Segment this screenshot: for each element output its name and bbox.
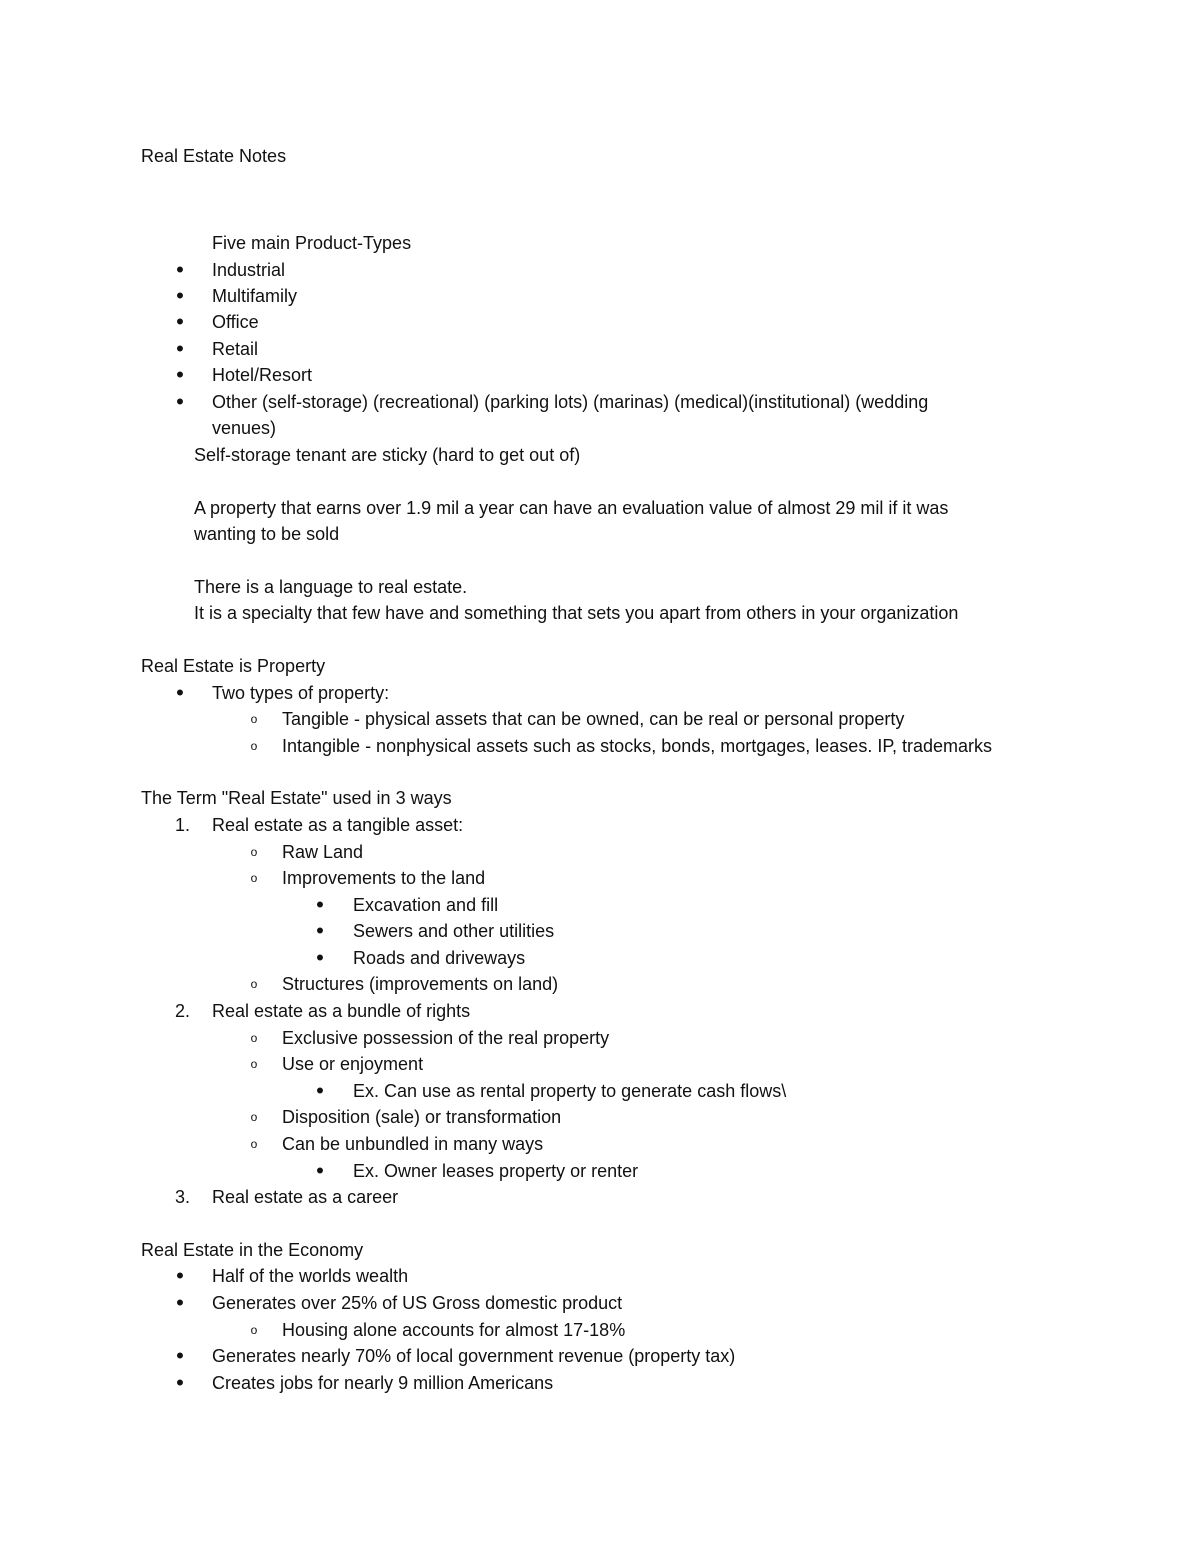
bullet-marker: • (316, 945, 324, 970)
list-item: Creates jobs for nearly 9 million Americans (212, 1373, 554, 1393)
list-item: Real estate as a tangible asset: (212, 815, 464, 835)
list-item: Disposition (sale) or transformation (282, 1107, 562, 1127)
list-item: Real estate as a bundle of rights (212, 1001, 471, 1021)
bullet-marker: • (176, 1370, 184, 1395)
bullet-marker: • (176, 1343, 184, 1368)
list-item: Tangible - physical assets that can be owned, can be real or personal property (282, 709, 905, 729)
circle-marker: o (250, 1057, 258, 1071)
list-item: Raw Land (282, 842, 364, 862)
list-item: Retail (212, 339, 259, 359)
list-item: Real estate as a career (212, 1187, 399, 1207)
document-title: Real Estate Notes (141, 146, 287, 166)
bullet-marker: • (316, 918, 324, 943)
list-item: Housing alone accounts for almost 17-18% (282, 1320, 626, 1340)
list-item: Use or enjoyment (282, 1054, 424, 1074)
number-marker: 3. (174, 1187, 190, 1207)
list-item: Improvements to the land (282, 868, 486, 888)
circle-marker: o (250, 977, 258, 991)
list-item: Hotel/Resort (212, 365, 313, 385)
list-item: Ex. Can use as rental property to generate cash flows\ (353, 1081, 787, 1101)
section-heading-property: Real Estate is Property (141, 656, 326, 676)
list-item: Can be unbundled in many ways (282, 1134, 544, 1154)
list-item: Exclusive possession of the real property (282, 1028, 610, 1048)
list-item: Office (212, 312, 259, 332)
note-valuation-continuation: wanting to be sold (194, 524, 340, 544)
circle-marker: o (250, 1323, 258, 1337)
circle-marker: o (250, 712, 258, 726)
note-specialty: It is a specialty that few have and something that sets you apart from others in your organization (194, 603, 959, 623)
bullet-marker: • (176, 257, 184, 282)
circle-marker: o (250, 1137, 258, 1151)
bullet-marker: • (316, 892, 324, 917)
circle-marker: o (250, 871, 258, 885)
circle-marker: o (250, 1031, 258, 1045)
list-item: Sewers and other utilities (353, 921, 555, 941)
bullet-marker: • (176, 680, 184, 705)
list-item: Roads and driveways (353, 948, 526, 968)
number-marker: 1. (174, 815, 190, 835)
list-item: Generates over 25% of US Gross domestic product (212, 1293, 623, 1313)
list-item: Generates nearly 70% of local government revenue (property tax) (212, 1346, 736, 1366)
bullet-marker: • (316, 1078, 324, 1103)
list-item: Industrial (212, 260, 286, 280)
list-item: Ex. Owner leases property or renter (353, 1161, 639, 1181)
number-marker: 2. (174, 1001, 190, 1021)
bullet-marker: • (176, 362, 184, 387)
list-item: Intangible - nonphysical assets such as stocks, bonds, mortgages, leases. IP, trademarks (282, 736, 993, 756)
product-types-heading: Five main Product-Types (212, 233, 412, 253)
circle-marker: o (250, 1110, 258, 1124)
circle-marker: o (250, 845, 258, 859)
list-item: Half of the worlds wealth (212, 1266, 409, 1286)
bullet-marker: • (176, 309, 184, 334)
list-item: Other (self-storage) (recreational) (parking lots) (marinas) (medical)(institutional) (wedding (212, 392, 929, 412)
bullet-marker: • (176, 336, 184, 361)
bullet-marker: • (176, 1290, 184, 1315)
bullet-marker: • (176, 1263, 184, 1288)
bullet-marker: • (316, 1158, 324, 1183)
bullet-marker: • (176, 389, 184, 414)
list-item: Excavation and fill (353, 895, 499, 915)
section-heading-economy: Real Estate in the Economy (141, 1240, 364, 1260)
note-self-storage: Self-storage tenant are sticky (hard to get out of) (194, 445, 581, 465)
note-valuation: A property that earns over 1.9 mil a year can have an evaluation value of almost 29 mil if it was (194, 498, 949, 518)
section-heading-term: The Term "Real Estate" used in 3 ways (141, 788, 452, 808)
note-language: There is a language to real estate. (194, 577, 468, 597)
list-item-continuation: venues) (212, 418, 277, 438)
circle-marker: o (250, 739, 258, 753)
list-item: Two types of property: (212, 683, 390, 703)
bullet-marker: • (176, 283, 184, 308)
list-item: Structures (improvements on land) (282, 974, 559, 994)
list-item: Multifamily (212, 286, 298, 306)
